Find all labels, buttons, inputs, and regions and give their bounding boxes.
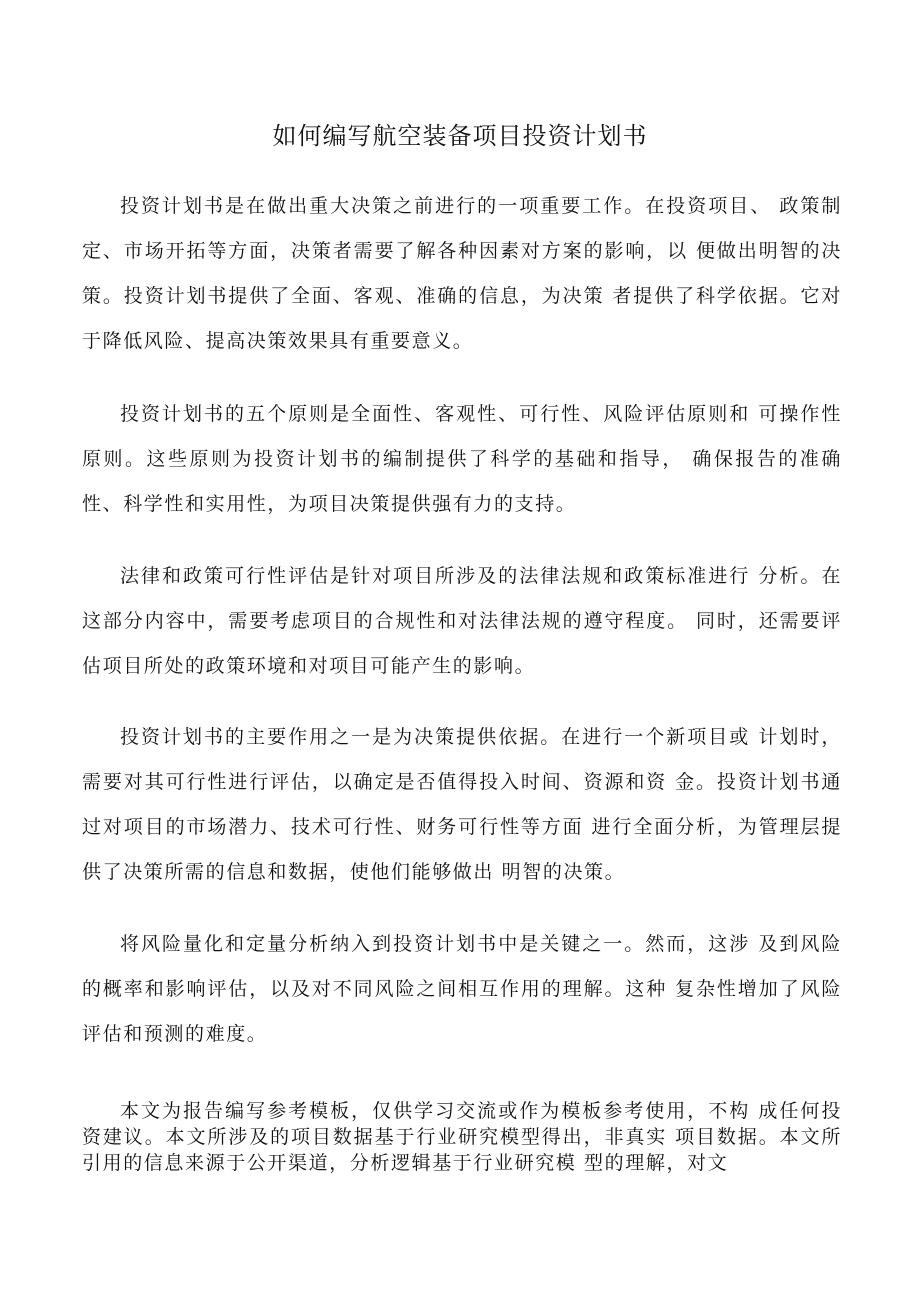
paragraph-4: 投资计划书的主要作用之一是为决策提供依据。在进行一个新项目或 计划时，需要对其可行性进行评估，以确定是否值得投入时间、资源和资 金。投资计划书通过对项目的市场潜力、技术可行性、财务可行性等方面 进行全面分析，为管理层提供了决策所需的信息和数据，使他们能够做出 明智的决策。: [82, 726, 842, 883]
disclaimer-paragraph: 本文为报告编写参考模板，仅供学习交流或作为模板参考使用，不构 成任何投资建议。本文所涉及的项目数据基于行业研究模型得出，非真实 项目数据。本文所引用的信息来源于公开渠道，分析逻辑基于行业研究模 型的理解，对文: [82, 1100, 842, 1174]
document-title: 如何编写航空装备项目投资计划书: [272, 122, 648, 150]
paragraph-2: 投资计划书的五个原则是全面性、客观性、可行性、风险评估原则和 可操作性原则。这些原则为投资计划书的编制提供了科学的基础和指导， 确保报告的准确性、科学性和实用性，为项目决策提供强有力的支持。: [82, 403, 842, 515]
paragraph-1: 投资计划书是在做出重大决策之前进行的一项重要工作。在投资项目、 政策制定、市场开拓等方面，决策者需要了解各种因素对方案的影响，以 便做出明智的决策。投资计划书提供了全面、客观、准确的信息，为决策 者提供了科学依据。它对于降低风险、提高决策效果具有重要意义。: [82, 195, 842, 352]
paragraph-5: 将风险量化和定量分析纳入到投资计划书中是关键之一。然而，这涉 及到风险的概率和影响评估，以及对不同风险之间相互作用的理解。这种 复杂性增加了风险评估和预测的难度。: [82, 933, 842, 1045]
paragraph-3: 法律和政策可行性评估是针对项目所涉及的法律法规和政策标准进行 分析。在这部分内容中，需要考虑项目的合规性和对法律法规的遵守程度。 同时，还需要评估项目所处的政策环境和对项目可能产生的影响。: [82, 565, 842, 677]
